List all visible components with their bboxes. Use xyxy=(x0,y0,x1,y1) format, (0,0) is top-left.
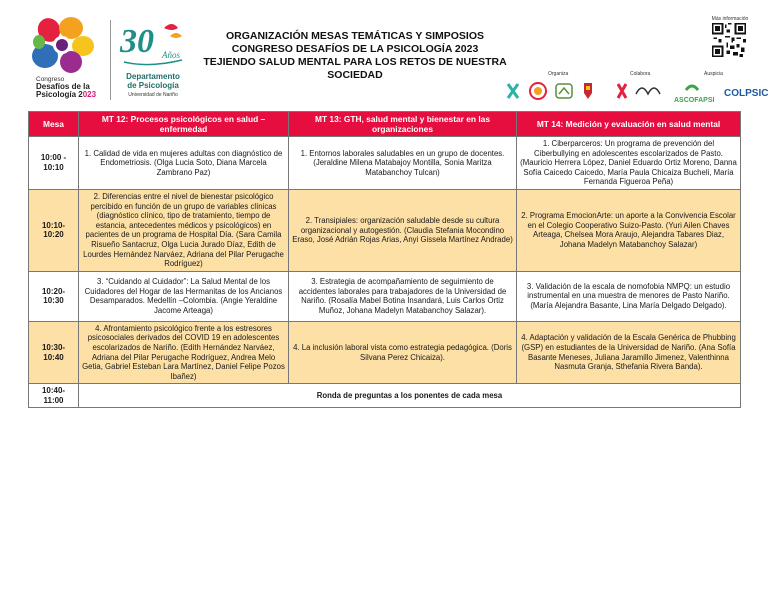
partner-logo-x2 xyxy=(618,84,626,98)
table-row xyxy=(29,189,741,271)
ascofapsi-logo xyxy=(674,86,715,104)
partner-logo-badge xyxy=(556,84,572,98)
partner-logo-script xyxy=(636,88,660,94)
organiza-label: Organiza xyxy=(548,71,569,77)
department-logo-text: Departamento de Psicología Universidad de Nariño xyxy=(126,72,180,98)
header-mt14: MT 14: Medición y evaluación en salud mental xyxy=(517,112,741,137)
mt14-cell: 1. Ciberparceros: Un programa de prevención del Ciberbullying en adolescentes escolarizados de Pasto. (Mauricio Herrera López, Daniel Eduardo Ortiz Moreno, Danna Sofía Caicedo Caicedo, María Paula Chicaiza Bucheli, María Fernanda Figueroa Peña) xyxy=(517,137,741,190)
qr-label: Más información xyxy=(711,16,749,22)
partner-logos xyxy=(506,80,768,104)
table-row xyxy=(29,271,741,321)
colabora-label: Colabora xyxy=(630,71,651,77)
mt12-cell: 3. “Cuidando al Cuidador”: La Salud Mental de los Cuidadores del Hogar de las Hermanitas de los Ancianos Desamparados. Medellín –Colombia. (Angie Yeraldine Jacome Arteaga) xyxy=(79,271,289,321)
flower-logo xyxy=(27,16,97,76)
header-mt12: MT 12: Procesos psicológicos en salud – enfermedad xyxy=(79,112,289,137)
table-row xyxy=(29,321,741,384)
mt14-cell: 2. Programa EmocionArte: un aporte a la Convivencia Escolar en el Colegio Cooperativo Suizo-Pasto. (Yuri Ailen Chaves Arteaga, Chelsea Mora Araujo, Alejandra Tabares Diaz, Johana Madelyn Matabanchoy Salazar) xyxy=(517,189,741,271)
mt12-cell: 4. Afrontamiento psicológico frente a los estresores psicosociales derivados del COVID 19 en adolescentes escolarizados de Nariño. (Edith Hernández Narváez, Adriana del Pilar Perugache Rodríguez, Andrea Melo Getia, Gabriel Esteban Lara Martínez, Daniel Felipe Pozos Ibañez) xyxy=(79,321,289,384)
mt14-cell: 4. Adaptación y validación de la Escala Genérica de Phubbing (GSP) en estudiantes de la Universidad de Nariño. (Ana Sofía Basante Meneses, Juliana Jaramillo Jimenez, Valenthinna Nasmuta Granja, Sthefania Rivera Banda). xyxy=(517,321,741,384)
schedule-table xyxy=(28,111,741,408)
time-cell: 10:00 - 10:10 xyxy=(29,137,79,190)
mt12-cell: 2. Diferencias entre el nivel de bienestar psicológico percibido en función de un grupo de variables clínicas (diagnóstico clínico, tipo de tratamiento, tiempo de estancia, antecedentes médicos y psicológicos) en pacientes de un programa de Hospital Día. (Sara Camila Risueño Santacruz, Olga Lucia Jurado Díaz, Edith de Lourdes Hernández Narváez, Adriana del Pilar Perugache Rodríguez) xyxy=(79,189,289,271)
mt14-cell: 3. Validación de la escala de nomofobia NMPQ: un estudio instrumental en una muestra de menores de Pasto Nariño. (María Alejandra Basante, Lina María Delgado Delgado). xyxy=(517,271,741,321)
time-cell: 10:20- 10:30 xyxy=(29,271,79,321)
svg-text:COLPSIC: COLPSIC xyxy=(724,88,768,99)
title-line-1: ORGANIZACIÓN MESAS TEMÁTICAS Y SIMPOSIOS xyxy=(225,30,485,42)
mt13-cell: 1. Entornos laborales saludables en un grupo de docentes. (Jeraldine Milena Matabajoy Montilla, Sonia Maritza Matabanchoy Tulcan) xyxy=(289,137,517,190)
mt13-cell: 2. Transipiales: organización saludable desde su cultura organizacional y autogestión. (Claudia Stefania Mocondino Eraso, José Adrián Rojas Arias, Anyi Gissela Martínez Andrade) xyxy=(289,189,517,271)
svg-text:ASCOFAPSI: ASCOFAPSI xyxy=(674,97,715,104)
partner-logo-crest xyxy=(584,83,592,99)
thirty-number: 30 xyxy=(120,23,154,60)
time-cell: 10:40- 11:00 xyxy=(29,384,79,408)
header-mt13: MT 13: GTH, salud mental y bienestar en las organizaciones xyxy=(289,112,517,137)
mt12-cell: 1. Calidad de vida en mujeres adultas con diagnóstico de Endometriosis. (Olga Lucia Soto, Diana Marcela Zambrano Paz) xyxy=(79,137,289,190)
colpsic-logo xyxy=(724,88,768,99)
table-row xyxy=(29,137,741,190)
thirty-years-logo xyxy=(118,18,188,68)
time-cell: 10:30- 10:40 xyxy=(29,321,79,384)
anos-text: Años xyxy=(162,50,180,60)
title-line-2: CONGRESO DESAFÍOS DE LA PSICOLOGÍA 2023 xyxy=(231,43,479,55)
title-line-3: TEJIENDO SALUD MENTAL PARA LOS RETOS DE NUESTRA SOCIEDAD xyxy=(203,56,507,81)
header-divider xyxy=(110,20,111,100)
mt13-cell: 4. La inclusión laboral vista como estrategia pedagógica. (Doris Silvana Perez Chicaiza). xyxy=(289,321,517,384)
table-header-row xyxy=(29,112,741,137)
header-mesa: Mesa xyxy=(29,112,79,137)
mt13-cell: 3. Estrategia de acompañamiento de seguimiento de accidentes laborales para trabajadores de la Universidad de Nariño. (Rosalía Mabel Botina Insandará, Luis Carlos Ortiz Muñoz, Johana Madelyn Matabanchoy Salazar). xyxy=(289,271,517,321)
time-cell: 10:10- 10:20 xyxy=(29,189,79,271)
document-title xyxy=(190,30,520,82)
congreso-logo-text: Congreso Desafíos de la Psicología 2023 xyxy=(36,76,97,99)
qr-code-icon[interactable] xyxy=(712,23,746,57)
auspicia-label: Auspicia xyxy=(704,71,723,77)
closing-cell: Ronda de preguntas a los ponentes de cada mesa xyxy=(79,384,741,408)
table-row-closing xyxy=(29,384,741,408)
partner-logo-x1 xyxy=(508,84,518,98)
partner-logo-circle xyxy=(530,83,546,99)
